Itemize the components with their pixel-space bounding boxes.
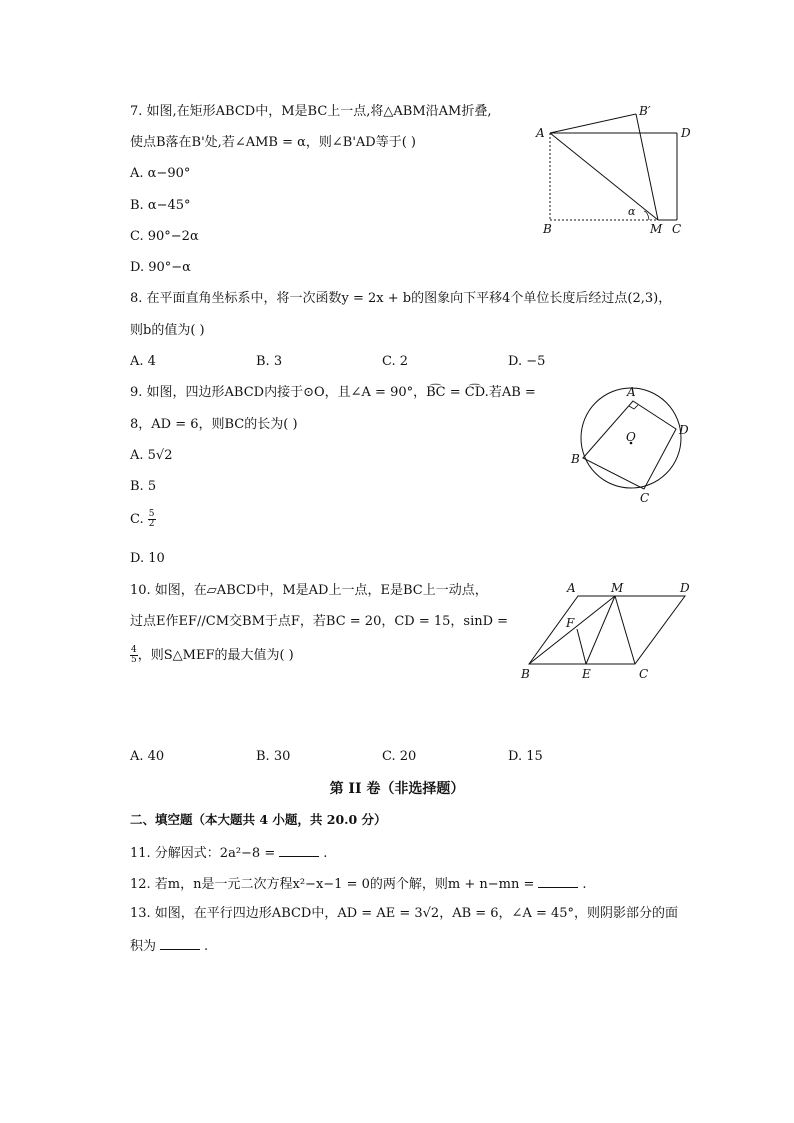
- q10-frac-num: 4: [131, 645, 137, 655]
- q12-answer-blank[interactable]: [538, 874, 578, 888]
- q10-stem-line3: [130, 646, 294, 665]
- q7-label-b-prime: B′: [639, 104, 651, 118]
- q10-label-d: D: [680, 581, 690, 595]
- q9-frac-den: 2: [148, 519, 155, 529]
- q8-option-b: B. 3: [256, 354, 283, 369]
- q9-stem-line1: 9. 如图，四边形ABCD内接于⊙O，且∠A = 90°，B͡C = C͡D.若AB =: [130, 385, 536, 400]
- q9-stem-line2: 8，AD = 6，则BC的长为( ): [130, 417, 298, 432]
- q9-option-c-fraction: [148, 510, 156, 529]
- q8-stem-line1: 8. 在平面直角坐标系中，将一次函数y = 2x + b的图象向下平移4个单位长度后经过点(2,3)，: [130, 291, 672, 306]
- q7-label-alpha: α: [628, 205, 636, 218]
- q7-label-c: C: [672, 222, 682, 236]
- q10-option-b: B. 30: [256, 749, 291, 764]
- q11-stem: [130, 843, 327, 863]
- q13-answer-blank[interactable]: [160, 936, 200, 950]
- q7-label-d: D: [681, 126, 691, 140]
- q7-label-a: A: [536, 126, 545, 140]
- q8-option-a: A. 4: [130, 354, 156, 369]
- q10-label-c: C: [639, 667, 649, 681]
- q9-inscribed-quad-figure: [565, 380, 705, 510]
- q10-stem-line2: 过点E作EF//CM交BM于点F，若BC = 20，CD = 15，sinD =: [130, 614, 509, 629]
- q7-option-d: D. 90°−α: [130, 260, 191, 275]
- q7-label-b: B: [543, 222, 552, 236]
- q7-option-a: A. α−90°: [130, 166, 191, 181]
- q7-option-c: C. 90°−2α: [130, 229, 199, 244]
- q10-label-a: A: [567, 581, 576, 595]
- q9-label-a: A: [627, 385, 636, 399]
- q9-label-c: C: [640, 491, 650, 505]
- q9-label-o: O: [626, 430, 636, 444]
- q11-text: 11. 分解因式：2a²−8 =: [130, 846, 276, 861]
- q8-option-d: D. −5: [508, 354, 546, 369]
- q11-end: .: [323, 846, 328, 861]
- q7-option-b: B. α−45°: [130, 198, 191, 213]
- q7-label-m: M: [650, 222, 663, 236]
- q12-stem: [130, 874, 586, 894]
- q12-end: .: [582, 877, 587, 892]
- q10-sin-fraction: [130, 646, 138, 665]
- q9-option-b: B. 5: [130, 479, 157, 494]
- q10-frac-den: 5: [131, 655, 137, 665]
- q8-stem-line2: 则b的值为( ): [130, 323, 205, 338]
- q10-option-c: C. 20: [382, 749, 417, 764]
- q9-option-a: A. 5√2: [130, 448, 173, 463]
- q9-frac-num: 5: [148, 509, 155, 519]
- q10-option-d: D. 15: [508, 749, 543, 764]
- q10-option-a: A. 40: [130, 749, 165, 764]
- q9-option-d: D. 10: [130, 551, 165, 566]
- q10-label-m: M: [611, 581, 624, 595]
- q9-label-b: B: [571, 452, 580, 466]
- q13-stem-line1: 13. 如图，在平行四边形ABCD中，AD = AE = 3√2，AB = 6，∠A = 45°，则阴影部分的面: [130, 906, 679, 921]
- q7-stem-line1: 7. 如图,在矩形ABCD中，M是BC上一点,将△ABM沿AM折叠,: [130, 104, 492, 119]
- q10-label-f: F: [566, 616, 575, 630]
- q10-stem-line1: 10. 如图，在▱ABCD中，M是AD上一点，E是BC上一动点，: [130, 583, 488, 598]
- q9-label-d: D: [679, 423, 689, 437]
- q13-end: .: [204, 939, 209, 954]
- q10-parallelogram-figure: [515, 578, 705, 683]
- section-title: 第 II 卷（非选择题）: [329, 781, 465, 797]
- q7-rectangle-fold-figure: [530, 100, 710, 240]
- q10-line3-rest: ，则S△MEF的最大值为( ): [137, 648, 294, 663]
- q12-text: 12. 若m，n是一元二次方程x²−x−1 = 0的两个解，则m + n−mn =: [130, 877, 535, 892]
- q13-stem-line2: [130, 936, 208, 956]
- q8-option-c: C. 2: [382, 354, 409, 369]
- q13-text-line2: 积为: [130, 939, 157, 954]
- q11-answer-blank[interactable]: [279, 843, 319, 857]
- q9-option-c-label: C.: [130, 512, 144, 527]
- q10-label-b: B: [521, 667, 530, 681]
- q10-label-e: E: [582, 667, 591, 681]
- part2-heading: 二、填空题（本大题共 4 小题，共 20.0 分）: [130, 812, 387, 827]
- q9-option-c: [130, 510, 156, 529]
- q7-stem-line2: 使点B落在B'处,若∠AMB = α，则∠B'AD等于( ): [130, 135, 417, 150]
